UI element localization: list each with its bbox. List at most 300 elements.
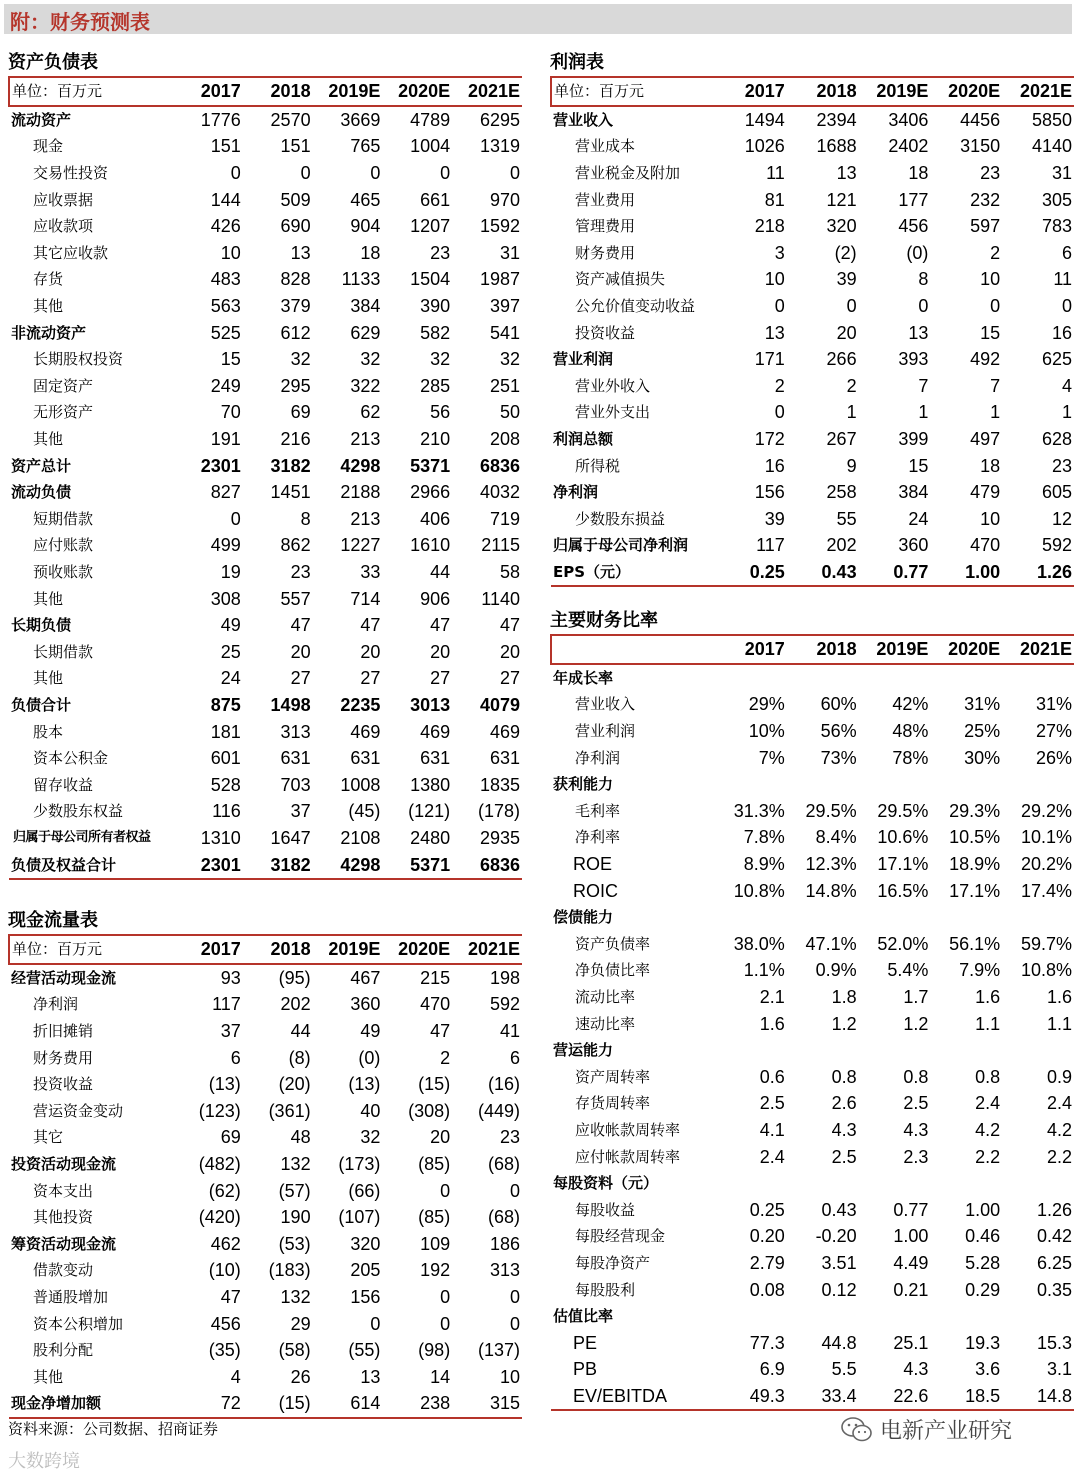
year-header: 2018 [787,77,859,106]
cell-value: 597 [970,216,1001,237]
cell-value: 29.5% [805,800,857,821]
cell-value: 33.4 [787,1383,859,1411]
row-label: 每股收益 [575,1200,636,1219]
table-row [9,399,522,426]
cell-value: 39 [836,269,857,290]
row-label: 流动比率 [575,988,636,1007]
cell-value [715,1303,787,1330]
cell-value: 27% [1035,721,1072,742]
table-row [551,1037,1074,1064]
row-label: 其它应收款 [33,243,109,262]
cell-value [930,771,1002,798]
cell-value: 266 [826,349,857,370]
table-row [9,266,522,293]
cell-value: 1.26 [1036,1199,1072,1220]
cell-value: 10 [980,269,1001,290]
year-header: 2017 [715,635,787,664]
cell-value: 32 [430,349,451,370]
year-header: 2018 [243,77,313,106]
cell-value: (98) [418,1340,451,1361]
cell-value [859,1037,931,1064]
cell-value: 0.21 [893,1279,929,1300]
cell-value: 27 [290,668,311,689]
table-row [551,266,1074,293]
cell-value: 0.9 [1046,1066,1072,1087]
table-row [9,452,522,479]
cell-value: 1451 [270,482,311,503]
cell-value: 1026 [744,136,785,157]
cell-value [859,904,931,931]
cell-value: 5.28 [965,1252,1001,1273]
cell-value: 1004 [410,136,451,157]
table-row [551,1170,1074,1197]
cell-value: 1008 [340,774,381,795]
cell-value: (20) [278,1074,311,1095]
cell-value: 4.3 [831,1119,857,1140]
table-row [551,1143,1074,1170]
cell-value: 2188 [340,482,381,503]
cell-value: 765 [350,136,381,157]
row-label: 净利润 [33,995,79,1014]
cell-value: 117 [212,994,241,1015]
row-label: 现金 [33,137,64,156]
row-label: 少数股东权益 [33,802,124,821]
cell-value: 320 [350,1233,381,1254]
cell-value: 4.49 [893,1252,929,1273]
cell-value: 2.5 [831,1146,857,1167]
cell-value: 1.8 [831,987,857,1008]
table-row [551,532,1074,559]
cell-value: (85) [418,1207,451,1228]
cell-value: 703 [280,774,311,795]
cell-value: 406 [420,508,451,529]
cell-value: 0.12 [821,1279,857,1300]
cell-value: 47 [430,615,451,636]
cell-value: 0 [509,163,520,184]
row-label: 留存收益 [33,775,94,794]
cell-value: 1.00 [893,1226,929,1247]
cell-value: 20 [499,641,520,662]
cell-value: 2.6 [831,1093,857,1114]
cell-value: 29 [290,1313,311,1334]
cell-value: 8 [300,508,311,529]
cell-value: 49 [360,1021,381,1042]
cell-value: 601 [210,748,241,769]
table-row [551,1117,1074,1144]
cell-value [787,1170,859,1197]
table-row [9,1257,522,1284]
cell-value: 44 [430,561,451,582]
table-row [551,319,1074,346]
cell-value: 2.2 [1046,1146,1072,1167]
table-row [551,824,1074,851]
cell-value: 213 [350,508,381,529]
table-row [9,612,522,639]
cell-value: 23 [499,1127,520,1148]
row-label: 筹资活动现金流 [11,1234,117,1253]
cash-flow-table [8,934,522,1419]
cell-value: 31 [1051,163,1072,184]
cell-value: 4 [230,1366,241,1387]
cell-value [930,664,1002,692]
cell-value [787,904,859,931]
cell-value: 172 [754,429,785,450]
source-note: 资料来源：公司数据、招商证券 [8,1420,219,1438]
cell-value: 1.1 [1046,1013,1072,1034]
cell-value: (449) [477,1100,520,1121]
table-row [9,825,522,852]
cell-value: 13 [290,242,311,263]
cell-value: (107) [338,1207,381,1228]
cell-value: 360 [898,535,929,556]
cell-value: 48 [290,1127,311,1148]
cell-value: 202 [280,994,311,1015]
cell-value: (0) [906,242,929,263]
cell-value: 462 [210,1233,241,1254]
cell-value: 198 [489,967,520,988]
cell-value: 592 [489,994,520,1015]
table-row [9,1124,522,1151]
cell-value: 499 [210,535,241,556]
row-label: 管理费用 [575,217,636,236]
cell-value: 20 [836,322,857,343]
cell-value: 6.25 [1036,1252,1072,1273]
cell-value: (13) [348,1074,381,1095]
cell-value: 2 [774,375,785,396]
row-label: 现金净增加额 [9,1390,173,1418]
cell-value: 0.8 [831,1066,857,1087]
cell-value: 0 [230,508,241,529]
cell-value: 10 [980,508,1001,529]
cell-value: 2394 [816,109,857,130]
cell-value: 16.5% [877,880,929,901]
table-row [9,1071,522,1098]
cell-value: (420) [198,1207,241,1228]
cell-value: (183) [268,1260,311,1281]
cell-value: 6.9 [759,1359,785,1380]
cell-value: 3150 [960,136,1001,157]
cell-value: 38.0% [733,933,785,954]
table-row [9,964,522,992]
cell-value: 47 [499,615,520,636]
cell-value: 10 [764,269,785,290]
cell-value: 73% [820,747,857,768]
row-label: 获利能力 [553,775,614,794]
ratios-title: 主要财务比率 [550,610,658,631]
table-row [9,426,522,453]
table-row [551,931,1074,958]
cell-value: 469 [420,721,451,742]
unit-label: 单位：百万元 [9,77,173,106]
cell-value: 582 [420,322,451,343]
cell-value: 1 [918,402,929,423]
cell-value: 5371 [410,455,451,476]
cell-value: 0.8 [975,1066,1001,1087]
cell-value: 25.1 [893,1332,929,1353]
cell-value: 5850 [1031,109,1072,130]
row-label: 资本公积金 [33,749,109,768]
cell-value: 13 [836,163,857,184]
row-label: 预收账款 [33,562,94,581]
cell-value: 18 [908,163,929,184]
cell-value: 399 [898,429,929,450]
cell-value: 1498 [270,694,311,715]
cell-value: 14.8% [805,880,857,901]
cell-value: 2108 [340,827,381,848]
cell-value: 72 [173,1390,243,1418]
row-label: 财务费用 [33,1048,94,1067]
row-label: 其他 [33,1367,64,1386]
cell-value [1002,1037,1074,1064]
row-label: 资产减值损失 [575,270,666,289]
cell-value: 541 [489,322,520,343]
cell-value: 93 [220,967,241,988]
cash-flow-title: 现金流量表 [8,910,98,931]
cell-value: 29.2% [1020,800,1072,821]
table-row [551,133,1074,160]
cell-value: 0.20 [749,1226,785,1247]
table-row [551,1223,1074,1250]
cell-value [787,1037,859,1064]
table-row [9,213,522,240]
cell-value: 23 [290,561,311,582]
cell-value: 2.3 [903,1146,929,1167]
cell-value: (53) [278,1233,311,1254]
table-row [9,186,522,213]
cell-value: 0 [1061,296,1072,317]
row-label: 营业外收入 [575,376,651,395]
table-row [551,559,1074,587]
year-header: 2019E [859,635,931,664]
year-header: 2021E [1002,77,1074,106]
cell-value [787,664,859,692]
row-label: 毛利率 [575,801,621,820]
cell-value: 2 [440,1047,451,1068]
cell-value: 0 [300,163,311,184]
row-label: 应收票据 [33,190,94,209]
cell-value: 1.2 [903,1013,929,1034]
cell-value: 397 [489,296,520,317]
cell-value: 631 [420,748,451,769]
cell-value: 20.2% [1020,854,1072,875]
cell-value: 0.29 [965,1279,1001,1300]
cell-value: 56.1% [949,933,1001,954]
table-row [551,1090,1074,1117]
cell-value: 70 [220,402,241,423]
cell-value: 379 [280,296,311,317]
cell-value: 47 [430,1021,451,1042]
cell-value: 525 [210,322,241,343]
table-header-row [551,635,1074,664]
table-row [551,346,1074,373]
cell-value [930,1170,1002,1197]
cell-value: 11 [1053,269,1072,290]
year-header: 2017 [173,935,243,964]
cell-value: 875 [210,694,241,715]
cell-value: 2.5 [903,1093,929,1114]
cell-value: (95) [278,967,311,988]
row-label: 速动比率 [575,1014,636,1033]
cell-value: 25% [964,721,1001,742]
table-row [9,638,522,665]
cell-value: 116 [212,801,241,822]
row-label: 利润总额 [553,430,614,449]
cell-value: 32 [360,349,381,370]
cell-value: 47 [220,1287,241,1308]
cell-value: 10.1% [1020,827,1072,848]
table-row [551,984,1074,1011]
cell-value: (0) [358,1047,381,1068]
row-label: 长期借款 [33,642,94,661]
cell-value: 4032 [479,482,520,503]
cell-value: 4298 [313,851,383,879]
cell-value: 47 [360,615,381,636]
cell-value: 205 [350,1260,381,1281]
cell-value [930,1303,1002,1330]
cell-value: 313 [489,1260,520,1281]
cell-value: 56 [430,402,451,423]
year-header: 2021E [452,935,522,964]
table-row [551,904,1074,931]
table-row [9,771,522,798]
table-row [551,293,1074,320]
cell-value: 14 [430,1366,451,1387]
row-label: 营业税金及附加 [575,164,681,183]
cell-value: 49 [220,615,241,636]
wechat-icon [840,1416,874,1444]
cell-value: 18.5 [930,1383,1002,1411]
cell-value: 631 [489,748,520,769]
cell-value: 132 [280,1154,311,1175]
cell-value: (68) [487,1154,520,1175]
balance-sheet-table [8,76,522,880]
year-header: 2018 [787,635,859,664]
year-header: 2017 [715,77,787,106]
cell-value: 27 [360,668,381,689]
row-label: 财务费用 [575,243,636,262]
cell-value: 0.77 [893,1199,929,1220]
cell-value: 17.1% [877,854,929,875]
cell-value: 1987 [479,269,520,290]
row-label: 流动负债 [11,483,72,502]
cell-value: 7 [990,375,1001,396]
row-label: EPS（元） [551,559,715,587]
row-label: 营业利润 [553,350,614,369]
cell-value: 29.3% [949,800,1001,821]
cell-value: 1133 [341,269,381,290]
table-row [9,1151,522,1178]
cell-value [859,1170,931,1197]
cell-value [930,904,1002,931]
income-statement-title: 利润表 [550,52,604,73]
cell-value: 0.08 [749,1279,785,1300]
cell-value: 0.77 [859,559,931,587]
cell-value: 5.4% [887,960,929,981]
cell-value: 0 [990,296,1001,317]
cell-value: 479 [970,482,1001,503]
cell-value: (123) [198,1100,241,1121]
table-row [9,1390,522,1418]
cell-value: 26% [1035,747,1072,768]
cell-value: (13) [208,1074,241,1095]
cell-value: 22.6 [859,1383,931,1411]
cell-value: 213 [350,429,381,450]
cell-value: 2301 [200,455,241,476]
cell-value: (2) [834,242,857,263]
cell-value: (68) [487,1207,520,1228]
table-row [9,1177,522,1204]
cell-value: 15 [220,349,241,370]
table-header-row [9,77,522,106]
year-header: 2020E [382,77,452,106]
cell-value: 6836 [479,455,520,476]
cell-value: 295 [280,375,311,396]
cell-value: 208 [489,429,520,450]
table-row [551,1064,1074,1091]
unit-label: 单位：百万元 [9,935,173,964]
cell-value: 2570 [270,109,311,130]
cell-value: 5371 [382,851,452,879]
cell-value: 4079 [479,694,520,715]
cell-value: 39 [764,508,785,529]
cell-value: 16 [1051,322,1072,343]
cell-value: 41 [499,1021,520,1042]
table-row [9,373,522,400]
cell-value: 719 [489,508,520,529]
row-label: ROE [573,854,613,875]
cell-value: 631 [280,748,311,769]
cell-value: 4 [1061,375,1072,396]
cell-value: 2935 [479,827,520,848]
table-row [9,1018,522,1045]
row-label: 每股股利 [575,1280,636,1299]
row-label: 净利率 [575,828,621,847]
cell-value: 0 [370,163,381,184]
watermark-right-text: 电新产业研究 [880,1419,1013,1444]
cell-value: 629 [350,322,381,343]
cell-value: 456 [210,1313,241,1334]
cell-value: 0 [774,296,785,317]
cell-value: 690 [280,216,311,237]
cell-value: 7.8% [743,827,785,848]
year-header: 2017 [173,77,243,106]
cell-value: 177 [898,189,929,210]
row-label: 其它 [33,1128,64,1147]
table-row [9,1310,522,1337]
row-label: 长期股权投资 [33,350,124,369]
cell-value: 3.6 [975,1359,1001,1380]
table-header-row [9,935,522,964]
table-row [9,718,522,745]
cell-value: 0 [918,296,929,317]
row-label: PE [573,1332,598,1353]
cell-value: 3.51 [821,1252,857,1273]
year-header: 2020E [930,635,1002,664]
cell-value: 0 [440,1287,451,1308]
cell-value: 393 [898,349,929,370]
cell-value: 1835 [479,774,520,795]
cell-value: 48% [892,721,929,742]
row-label: 偿债能力 [553,908,614,927]
cell-value [715,771,787,798]
cell-value: 612 [280,322,311,343]
cell-value: (482) [198,1154,241,1175]
cell-value: 210 [420,429,451,450]
cell-value: 470 [970,535,1001,556]
cell-value: 0.25 [715,559,787,587]
cell-value: 69 [220,1127,241,1148]
cell-value: 47 [290,615,311,636]
